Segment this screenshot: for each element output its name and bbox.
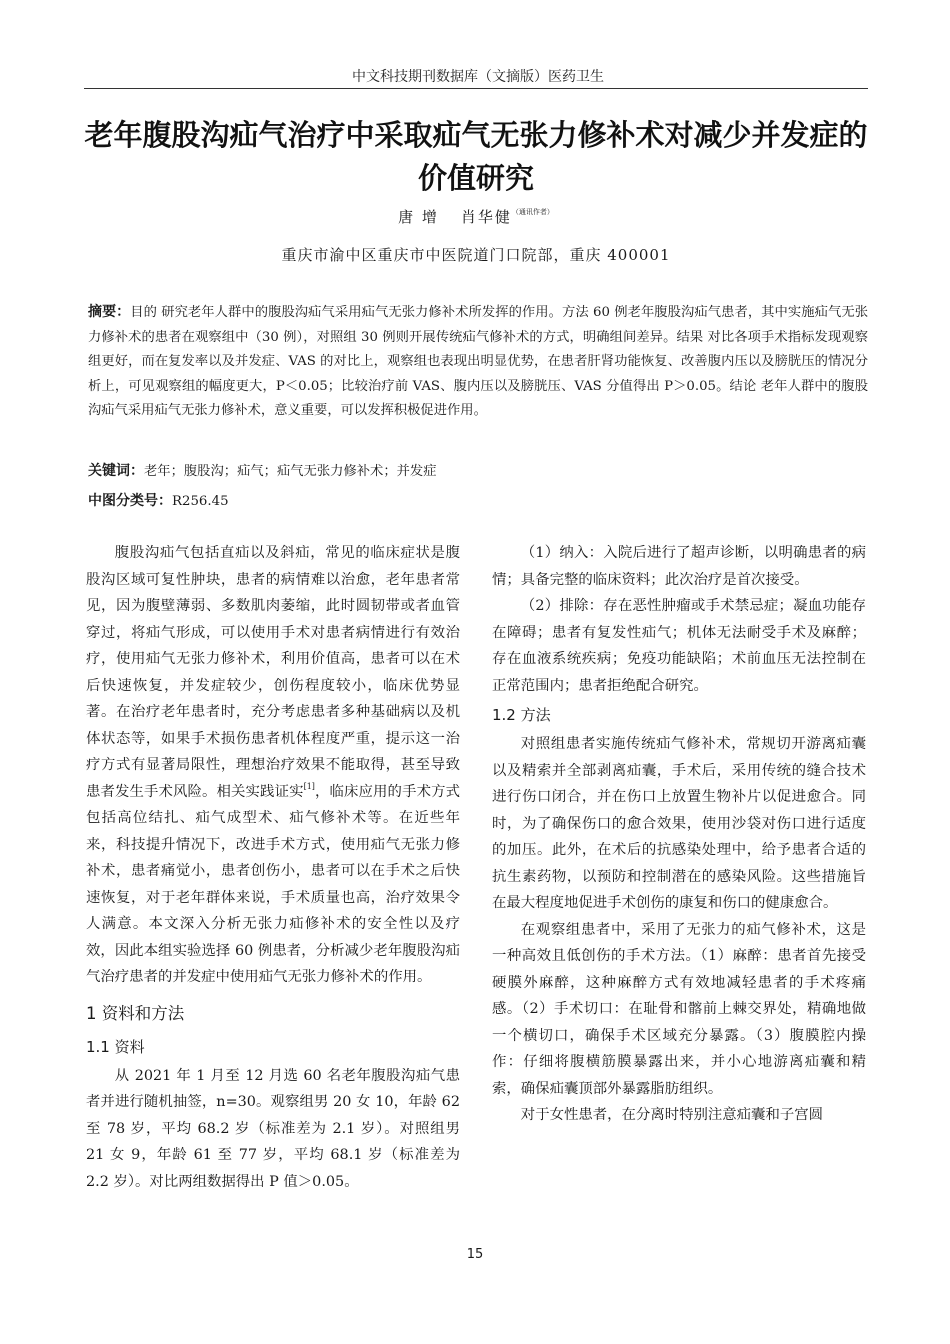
paragraph-text: 腹股沟疝气包括直疝以及斜疝，常见的临床症状是腹股沟区域可复性肿块，患者的病情难以治愈，老年患者常见，因为腹壁薄弱、多数肌肉萎缩，此时圆韧带或者血管穿过，将疝气形成，可以使用手术对患者病情进行有效治疗，使用疝气无张力修补术，利用价值高，患者可以在术后快速恢复，并发症较少，创伤程度较小，临床优势显著。在治疗老年患者时，充分考虑患者多种基础病以及机体状态等，如果手术损伤患者机体程度严重，提示这一治疗方式有显著局限性，理想治疗效果不能取得，甚至导致患者发生手术风险。相关实践证实 [86, 545, 460, 800]
subsection-heading: 1.2 方法 [492, 706, 551, 724]
classification-text: R256.45 [172, 494, 229, 509]
abstract-text: 目的 研究老年人群中的腹股沟疝气采用疝气无张力修补术所发挥的作用。方法 60 例老年腹股沟疝气患者，其中实施疝气无张力修补术的患者在观察组中（30 例），对照组 30 例则开展传统疝气修补术的方式，明确组间差异。结果 对比各项手术指标发现观察组更好，而在复发率以及并发症、VAS 的对比上，观察组也表现出明显优势，在患者肝肾功能恢复、改善腹内压以及膀胱压的情况分析上，可见观察组的幅度更大，P＜0.05；比较治疗前 VAS、腹内压以及膀胱压、VAS 分值得出 P＞0.05。结论 老年人群中的腹股沟疝气采用疝气无张力修补术，意义重要，可以发挥积极促进作用。 [88, 305, 869, 419]
author-name: 唐 增 [398, 208, 439, 226]
right-column-content [492, 540, 866, 1129]
body-paragraph: （2）排除：存在恶性肿瘤或手术禁忌症；凝血功能存在障碍；患者有复发性疝气；机体无法耐受手术及麻醉；存在血液系统疾病；免疫功能缺陷；术前血压无法控制在正常范围内；患者拒绝配合研究。 [492, 598, 866, 694]
classification-label: 中图分类号： [88, 493, 172, 509]
corresponding-author-note: （通讯作者） [511, 208, 554, 216]
left-column [86, 540, 460, 1195]
subsection-heading: 1.1 资料 [86, 1037, 145, 1056]
classification-number [88, 490, 868, 510]
citation-ref: [1] [303, 781, 315, 791]
article-title: 老年腹股沟疝气治疗中采取疝气无张力修补术对减少并发症的价值研究 [84, 118, 868, 195]
affiliation: 重庆市渝中区重庆市中医院道门口院部，重庆 400001 [281, 246, 671, 264]
keywords-label: 关键词： [88, 463, 144, 479]
abstract [88, 300, 868, 424]
section-heading: 1 资料和方法 [86, 1003, 185, 1023]
page-number: 15 [466, 1247, 484, 1262]
author-name: 肖华健 [460, 208, 512, 226]
author-line [84, 206, 868, 227]
body-paragraph: （1）纳入：入院后进行了超声诊断，以明确患者的病情；具备完整的临床资料；此次治疗是首次接受。 [492, 545, 866, 588]
body-paragraph: 从 2021 年 1 月至 12 月选 60 名老年腹股沟疝气患者并进行随机抽签，n=30。观察组男 20 女 10，年龄 62 至 78 岁，平均 68.2 岁（标准差为 2.1 岁）。对照组男 21 女 9，年龄 61 至 77 岁，平均 68.1 岁（标准差为 2.2 岁）。对比两组数据得出 P 值＞0.05。 [86, 1067, 460, 1190]
body-paragraph: 在观察组患者中，采用了无张力的疝气修补术，这是一种高效且低创伤的手术方法。（1）麻醉：患者首先接受硬膜外麻醉，这种麻醉方式有效地减轻患者的手术疼痛感。（2）手术切口：在耻骨和髂前上棘交界处，精确地做一个横切口，确保手术区域充分暴露。（3）腹膜腔内操作：仔细将腹横筋膜暴露出来，并小心地游离疝囊和精索，确保疝囊顶部外暴露脂肪组织。 [492, 921, 866, 1097]
body-paragraph: 对于女性患者，在分离时特别注意疝囊和子宫圆 [520, 1107, 824, 1123]
body-paragraph: 对照组患者实施传统疝气修补术，常规切开游离疝囊以及精索并全部剥离疝囊，手术后，采用传统的缝合技术进行伤口闭合，并在伤口上放置生物补片以促进愈合。同时，为了确保伤口的愈合效果，使用沙袋对伤口进行适度的加压。此外，在术后的抗感染处理中，给予患者合适的抗生素药物，以预防和控制潜在的感染风险。这些措施旨在最大程度地促进手术创伤的康复和伤口的健康愈合。 [492, 736, 866, 911]
running-head: 中文科技期刊数据库（文摘版）医药卫生 [352, 69, 604, 85]
keywords [88, 460, 868, 480]
paragraph-text: ，临床应用的手术方式包括高位结扎、疝气成型术、疝气修补术等。在近些年来，科技提升情况下，改进手术方式，使用疝气无张力修补术，患者痛觉小，患者创伤小，患者可以在手术之后快速恢复，对于老年群体来说，手术质量也高，治疗效果令人满意。本文深入分析无张力疝修补术的安全性以及疗效，因此本组实验选择 60 例患者，分析减少老年腹股沟疝气治疗患者的并发症中使用疝气无张力修补术的作用。 [86, 783, 460, 985]
keywords-text: 老年；腹股沟；疝气；疝气无张力修补术；并发症 [144, 464, 437, 479]
body-paragraph [86, 540, 460, 991]
abstract-label: 摘要： [88, 304, 131, 320]
header-rule [84, 88, 868, 89]
